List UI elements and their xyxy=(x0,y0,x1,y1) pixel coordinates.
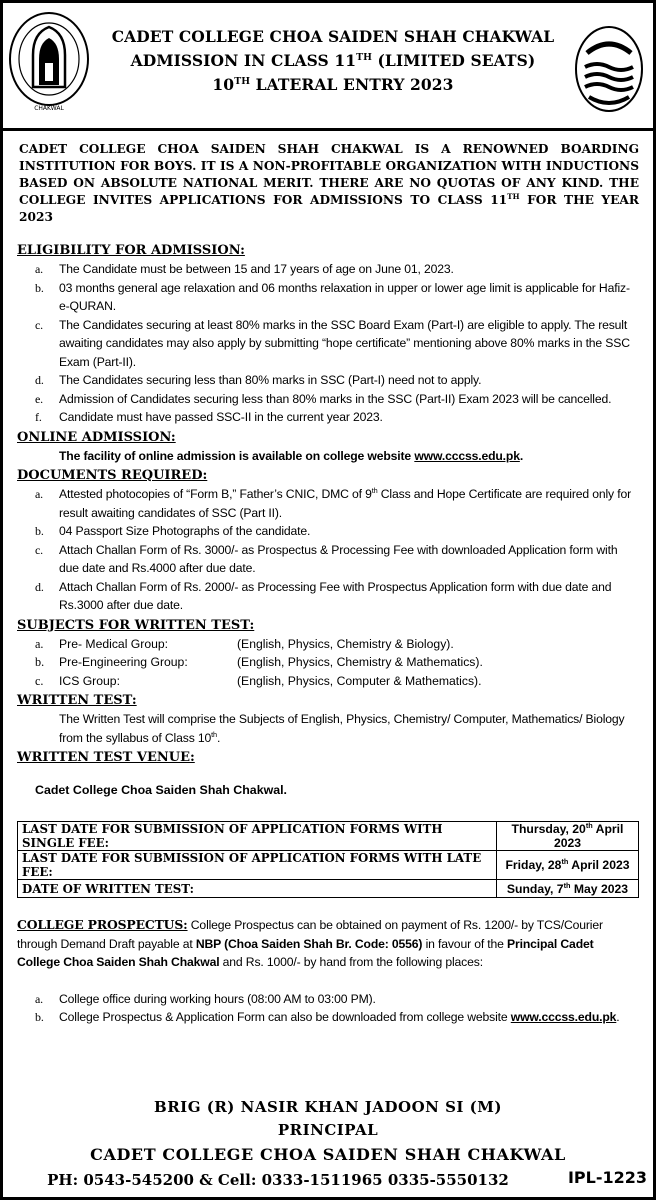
list-item: d. Attach Challan Form of Rs. 2000/- as Processing Fee with Prospectus Application form with due date and Rs.3000 after due date. xyxy=(35,579,612,612)
ipl-code: IPL-1223 xyxy=(567,1168,647,1187)
contact-phones: PH: 0543-545200 & Cell: 0333-1511965 0335-5550132 xyxy=(47,1171,509,1189)
list-item: c. Attach Challan Form of Rs. 3000/- as Prospectus & Processing Fee with downloaded Application form with due date and Rs.4000 after due date. xyxy=(35,542,618,575)
website-link[interactable]: www.cccss.edu.pk xyxy=(510,1010,617,1024)
prospectus-places-list xyxy=(35,990,639,1027)
date-label: LAST DATE FOR SUBMISSION OF APPLICATION FORMS WITH LATE FEE: xyxy=(18,851,497,880)
college-crest-logo xyxy=(7,9,91,113)
list-item: a. College office during working hours (08:00 AM to 03:00 PM). xyxy=(35,991,376,1006)
header xyxy=(3,3,653,131)
list-item: c. The Candidates securing at least 80% marks in the SSC Board Exam (Part-I) are eligible to apply. The result awaiting candidates may also apply by submitting “hope certificate” mentioning above 80% marks in the SSC Exam (Part-II). xyxy=(35,317,630,369)
documents-list xyxy=(35,485,639,615)
subjects-list xyxy=(35,635,639,691)
date-value: Friday, 28th April 2023 xyxy=(497,851,639,880)
table-row xyxy=(18,851,639,880)
subject-row: b. Pre-Engineering Group: (English, Physics, Chemistry & Mathematics). xyxy=(35,655,483,669)
subject-row: c. ICS Group: (English, Physics, Computer & Mathematics). xyxy=(35,673,482,688)
content xyxy=(17,141,639,1027)
list-item: f. Candidate must have passed SSC-II in the current year 2023. xyxy=(35,410,383,424)
table-row xyxy=(18,822,639,851)
list-item: b. College Prospectus & Application Form can also be downloaded from college website www.cccss.edu.pk. xyxy=(35,1010,620,1024)
written-test-heading: WRITTEN TEST: xyxy=(17,693,137,708)
title-block xyxy=(103,25,563,97)
online-text: The facility of online admission is available on college website www.cccss.edu.pk. xyxy=(59,448,524,463)
written-test-text: The Written Test will comprise the Subjects of English, Physics, Chemistry/ Computer, Mathematics/ Biology from the syllabus of Class 10th. xyxy=(59,712,625,745)
intro-paragraph: CADET COLLEGE CHOA SAIDEN SHAH CHAKWAL IS A RENOWNED BOARDING INSTITUTION FOR BOYS. IT IS A NON-PROFITABLE ORGANIZATION WITH INDUCTIONS BASED ON ABSOLUTE NATIONAL MERIT. THERE ARE NO QUOTAS OF ANY KIND. THE COLLEGE INVITES APPLICATIONS FOR ADMISSIONS TO CLASS 11TH FOR THE YEAR 2023 xyxy=(19,142,639,224)
website-link[interactable]: www.cccss.edu.pk xyxy=(414,448,520,463)
svg-text:CHAKWAL: CHAKWAL xyxy=(34,105,64,112)
signature-college-name: CADET COLLEGE CHOA SAIDEN SHAH CHAKWAL xyxy=(90,1145,566,1164)
list-item: d. The Candidates securing less than 80% marks in SSC (Part-I) need not to apply. xyxy=(35,373,482,387)
principal-name: BRIG (R) NASIR KHAN JADOON SI (M) xyxy=(154,1098,502,1116)
list-item: e. Admission of Candidates securing less than 80% marks in the SSC (Part-II) Exam 2023 will be cancelled. xyxy=(35,391,612,406)
dates-table xyxy=(17,821,639,898)
subject-row: a. Pre- Medical Group: (English, Physics, Chemistry & Biology). xyxy=(35,636,454,651)
online-heading: ONLINE ADMISSION: xyxy=(17,429,176,445)
title-line-3: 10TH LATERAL ENTRY 2023 xyxy=(212,75,454,94)
list-item: a. The Candidate must be between 15 and 17 years of age on June 01, 2023. xyxy=(35,262,454,276)
list-item: a. Attested photocopies of “Form B,” Father’s CNIC, DMC of 9th Class and Hope Certificate are required only for result awaiting candidates of SSC (Part II). xyxy=(35,485,632,520)
prospectus-paragraph: COLLEGE PROSPECTUS: College Prospectus can be obtained on payment of Rs. 1200/- by TCS/Courier through Demand Draft payable at NBP (Choa Saiden Shah Br. Code: 0556) in favour of the Principal Cadet College Choa Saiden Shah Chakwal and Rs. 1000/- by hand from the following places: xyxy=(17,917,603,969)
eligibility-list xyxy=(35,260,639,427)
venue-text: Cadet College Choa Saiden Shah Chakwal. xyxy=(35,783,287,797)
punjab-emblem-logo xyxy=(573,23,645,115)
eligibility-heading: ELIGIBILITY FOR ADMISSION: xyxy=(17,243,245,258)
principal-title: PRINCIPAL xyxy=(277,1121,379,1139)
documents-heading: DOCUMENTS REQUIRED: xyxy=(17,468,208,483)
date-value: Thursday, 20th April 2023 xyxy=(497,822,639,851)
date-value: Sunday, 7th May 2023 xyxy=(497,880,639,898)
table-row xyxy=(18,880,639,898)
list-item: b. 04 Passport Size Photographs of the candidate. xyxy=(35,524,311,538)
title-line-2: ADMISSION IN CLASS 11TH (LIMITED SEATS) xyxy=(130,51,536,70)
list-item: b. 03 months general age relaxation and 06 months relaxation in upper or lower age limit is applicable for Hafiz-e-QURAN. xyxy=(35,280,630,313)
title-line-1: CADET COLLEGE CHOA SAIDEN SHAH CHAKWAL xyxy=(111,27,555,46)
date-label: LAST DATE FOR SUBMISSION OF APPLICATION FORMS WITH SINGLE FEE: xyxy=(18,822,497,851)
venue-heading: WRITTEN TEST VENUE: xyxy=(17,750,195,765)
date-label: DATE OF WRITTEN TEST: xyxy=(18,880,497,898)
subjects-heading: SUBJECTS FOR WRITTEN TEST: xyxy=(17,617,255,633)
